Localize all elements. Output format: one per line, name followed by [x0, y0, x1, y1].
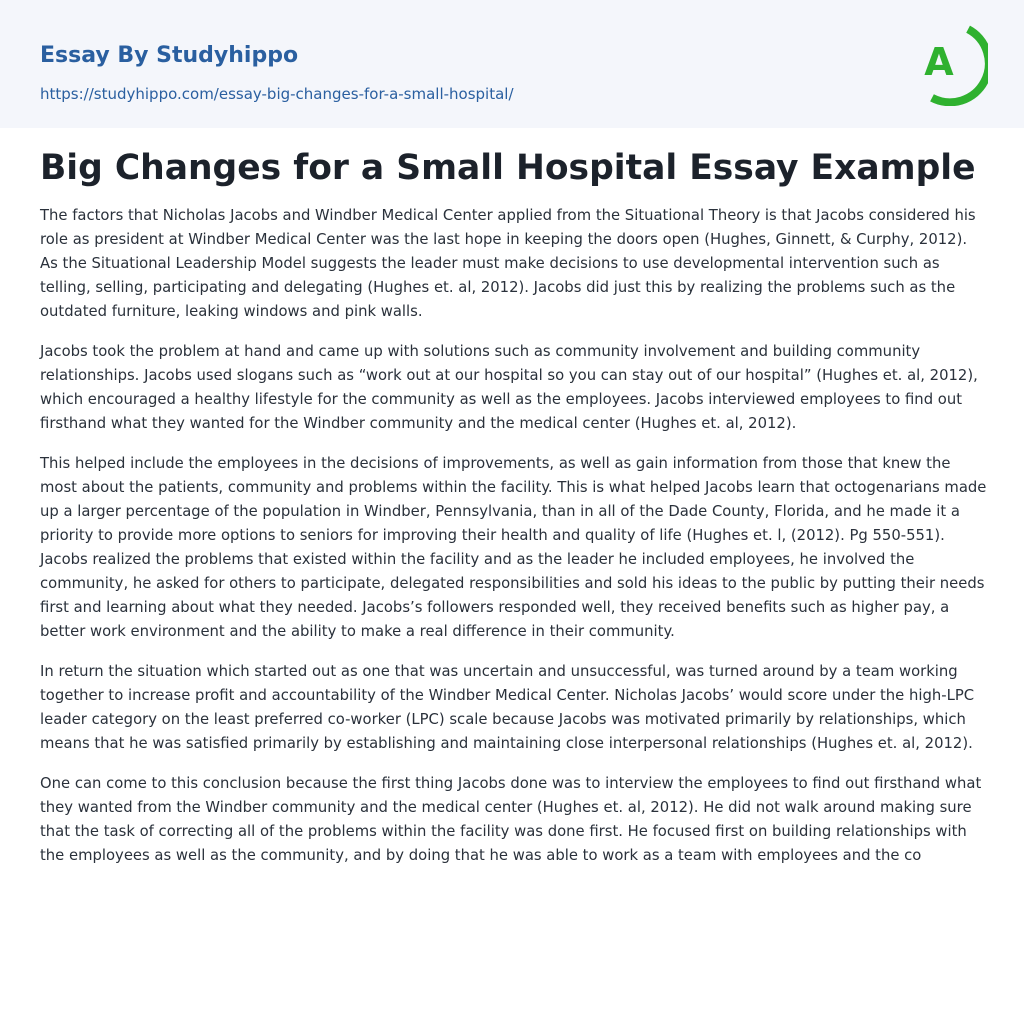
brand-title[interactable]: Essay By Studyhippo	[40, 43, 299, 68]
site-header	[0, 0, 1024, 128]
article	[40, 140, 988, 884]
article-paragraph-5: One can come to this conclusion because the first thing Jacobs done was to interview the employees to find out firsthand what they wanted from the Windber community and the medical center (Hughes et. al, 2012). He did not walk around making sure that the task of correcting all of the problems within the facility was done first. He focused first on building relationships with the employees as well as the community, and by doing that he was able to work as a team with employees and the co	[40, 775, 982, 864]
article-title: Big Changes for a Small Hospital Essay Example	[40, 148, 976, 188]
logo-letter: A	[924, 40, 954, 84]
article-paragraph-4: In return the situation which started out as one that was uncertain and unsuccessful, was turned around by a team working together to increase profit and accountability of the Windber Medical Center. Nicholas Jacobs’ would score under the high-LPC leader category on the least preferred co-worker (LPC) scale because Jacobs was motivated primarily by relationships, which means that he was satisfied primarily by establishing and maintaining close interpersonal relationships (Hughes et. al, 2012).	[40, 663, 975, 752]
article-paragraph-1: The factors that Nicholas Jacobs and Windber Medical Center applied from the Situational Theory is that Jacobs considered his role as president at Windber Medical Center was the last hope in keeping the doors open (Hughes, Ginnett, & Curphy, 2012). As the Situational Leadership Model suggests the leader must make decisions to use developmental intervention such as telling, selling, participating and delegating (Hughes et. al, 2012). Jacobs did just this by realizing the problems such as the outdated furniture, leaking windows and pink walls.	[40, 207, 976, 320]
article-paragraph-2: Jacobs took the problem at hand and came up with solutions such as community involvement and building community relationships. Jacobs used slogans such as “work out at our hospital so you can stay out of our hospital” (Hughes et. al, 2012), which encouraged a healthy lifestyle for the community as well as the employees. Jacobs interviewed employees to find out firsthand what they wanted for the Windber community and the medical center (Hughes et. al, 2012).	[40, 343, 978, 432]
article-paragraph-3: This helped include the employees in the decisions of improvements, as well as gain information from those that knew the most about the patients, community and problems within the facility. This is what helped Jacobs learn that octogenarians made up a larger percentage of the population in Windber, Pennsylvania, than in all of the Dade County, Florida, and he made it a priority to provide more options to seniors for improving their health and quality of life (Hughes et. l, (2012). Pg 550-551). Jacobs realized the problems that existed within the facility and as the leader he included employees, he involved the community, he asked for others to participate, delegated responsibilities and sold his ideas to the public by putting their needs first and learning about what they needed. Jacobs’s followers responded well, they received benefits such as higher pay, a better work environment and the ability to make a real difference in their community.	[40, 455, 987, 640]
studyhippo-logo-icon[interactable]	[910, 18, 988, 106]
article-url-link[interactable]: https://studyhippo.com/essay-big-changes-for-a-small-hospital/	[40, 85, 514, 103]
